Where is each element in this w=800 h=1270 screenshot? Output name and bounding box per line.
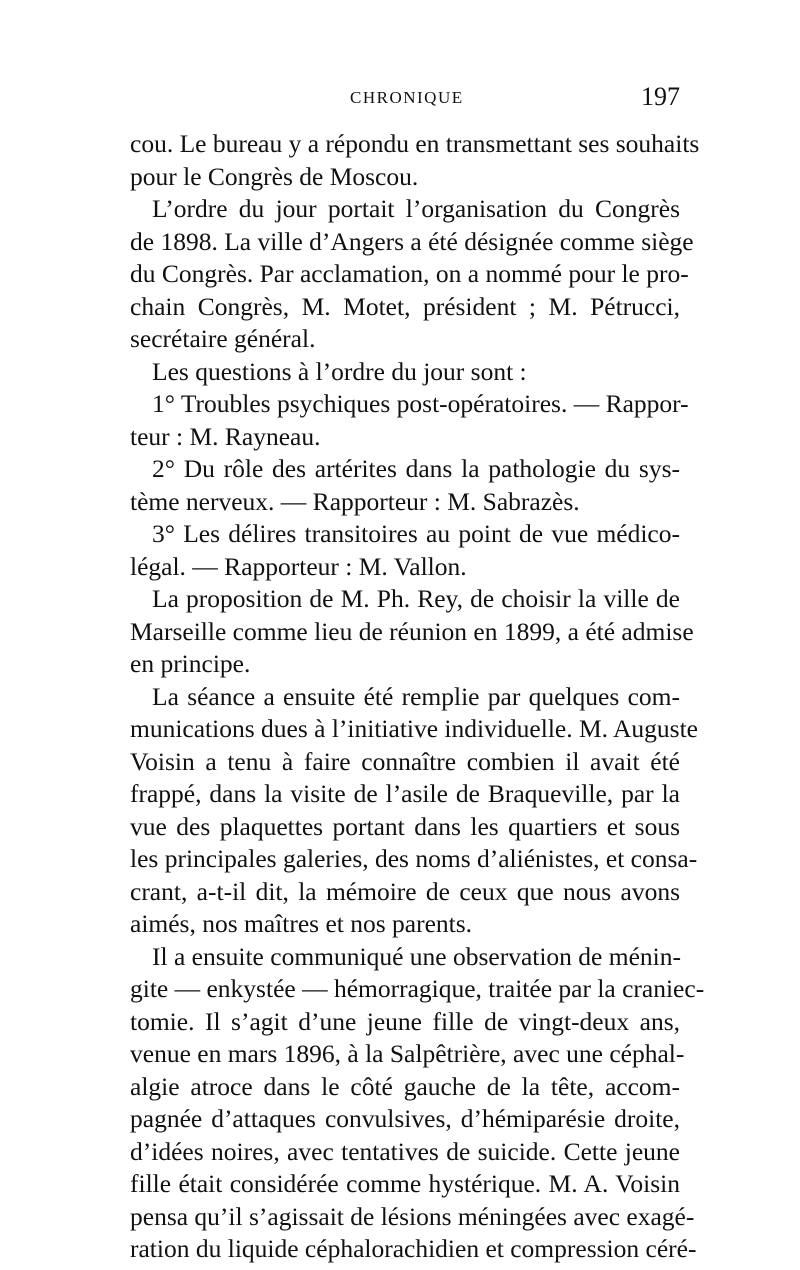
text-line: vue des plaquettes portant dans les quartiers et sous: [130, 811, 680, 841]
text-line: 2° Du rôle des artérites dans la pathologie du sys-: [152, 454, 680, 483]
text-line: aimés, nos maîtres et nos parents.: [130, 909, 473, 938]
text-line: cou. Le bureau y a répondu en transmettant ses souhaits: [130, 129, 700, 158]
page-header: [130, 82, 680, 128]
text-line: La proposition de M. Ph. Rey, de choisir la ville de: [152, 584, 680, 613]
text-line: teur : M. Rayneau.: [130, 421, 321, 451]
text-line: tème nerveux. — Rapporteur : M. Sabrazès.: [130, 486, 580, 516]
body-text: [130, 128, 705, 1266]
text-line: du Congrès. Par acclamation, on a nommé pour le pro-: [130, 259, 689, 288]
text-line: Marseille comme lieu de réunion en 1899, a été admise: [130, 616, 694, 646]
text-line: pensa qu’il s’agissait de lésions méningées avec exagé-: [130, 1201, 695, 1231]
text-line: Voisin a tenu à faire connaître combien il avait été: [130, 746, 680, 776]
text-line: 3° Les délires transitoires au point de vue médico-: [152, 519, 680, 548]
text-line: La séance a ensuite été remplie par quelques com-: [152, 681, 680, 711]
text-line: pour le Congrès de Moscou.: [130, 161, 419, 191]
page-number: 197: [641, 82, 680, 111]
text-line: pagnée d’attaques convulsives, d’hémiparésie droite,: [130, 1104, 680, 1133]
running-head: CHRONIQUE: [350, 88, 464, 107]
text-line: Les questions à l’ordre du jour sont :: [152, 356, 527, 386]
text-line: en principe.: [130, 649, 251, 678]
text-line: gite — enkystée — hémorragique, traitée par la craniec-: [130, 974, 705, 1003]
book-page: [130, 82, 705, 1266]
text-line: secrétaire général.: [130, 324, 316, 353]
text-line: munications dues à l’initiative individuelle. M. Auguste: [130, 714, 698, 743]
text-line: de 1898. La ville d’Angers a été désignée comme siège: [130, 226, 694, 256]
text-line: crant, a-t-il dit, la mémoire de ceux que nous avons: [130, 876, 680, 906]
text-line: légal. — Rapporteur : M. Vallon.: [130, 551, 467, 581]
text-line: L’ordre du jour portait l’organisation du Congrès: [152, 194, 680, 223]
text-line: venue en mars 1896, à la Salpêtrière, avec une céphal-: [130, 1039, 685, 1068]
text-line: 1° Troubles psychiques post-opératoires. — Rappor-: [152, 389, 689, 418]
text-line: algie atroce dans le côté gauche de la tête, accom-: [130, 1071, 680, 1101]
text-line: frappé, dans la visite de l’asile de Braqueville, par la: [130, 779, 680, 808]
text-line: tomie. Il s’agit d’une jeune fille de vingt-deux ans,: [130, 1006, 680, 1036]
text-line: ration du liquide céphalorachidien et compression céré-: [130, 1234, 697, 1263]
text-line: chain Congrès, M. Motet, président ; M. Pétrucci,: [130, 291, 680, 321]
text-line: d’idées noires, avec tentatives de suicide. Cette jeune: [130, 1136, 680, 1166]
text-line: Il a ensuite communiqué une observation de ménin-: [152, 941, 681, 971]
text-line: fille était considérée comme hystérique. M. A. Voisin: [130, 1169, 680, 1198]
text-line: les principales galeries, des noms d’aliénistes, et consa-: [130, 844, 698, 873]
